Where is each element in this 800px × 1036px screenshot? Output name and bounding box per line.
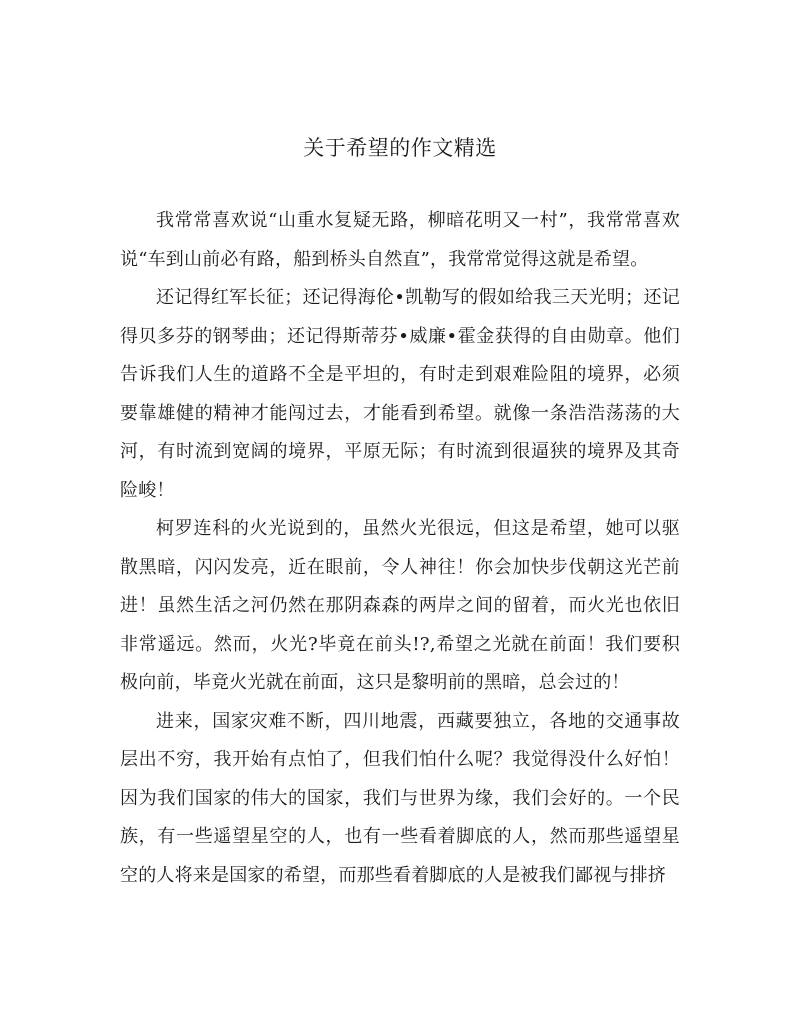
paragraph-role-models: 还记得红军长征；还记得海伦•凯勒写的假如给我三天光明；还记得贝多芬的钢琴曲；还记得斯蒂芬•威廉•霍金获得的自由勋章。他们告诉我们人生的道路不全是平坦的，有时走到艰难险阻的境界，必须要靠雄健的精神才能闯过去，才能看到希望。就像一条浩浩荡荡的大河，有时流到宽阔的境界，平原无际；有时流到很逼狭的境界及其奇险峻！	[120, 287, 680, 501]
paragraph-nation: 进来，国家灾难不断，四川地震，西藏要独立，各地的交通事故层出不穷，我开始有点怕了，但我们怕什么呢？我觉得没什么好怕！因为我们国家的伟大的国家，我们与世界为缘，我们会好的。一个民族，有一些遥望星空的人，也有一些看着脚底的人，然而那些遥望星空的人将来是国家的希望，而那些看着脚底的人是被我们鄙视与排挤	[120, 710, 680, 886]
paragraph-firelight: 柯罗连科的火光说到的，虽然火光很远，但这是希望，她可以驱散黑暗，闪闪发亮，近在眼前，令人神往！你会加快步伐朝这光芒前进！虽然生活之河仍然在那阴森森的两岸之间的留着，而火光也依旧非常遥远。然而，火光?毕竟在前头!?,希望之光就在前面！我们要积极向前，毕竟火光就在前面，这只是黎明前的黑暗，总会过的！	[120, 518, 680, 693]
document-title: 关于希望的作文精选	[303, 136, 497, 160]
paragraph-hope-sayings: 我常常喜欢说“山重水复疑无路，柳暗花明又一村”，我常常喜欢说“车到山前必有路，船到桥头自然直”，我常常觉得这就是希望。	[120, 210, 680, 270]
document-body	[120, 202, 680, 895]
